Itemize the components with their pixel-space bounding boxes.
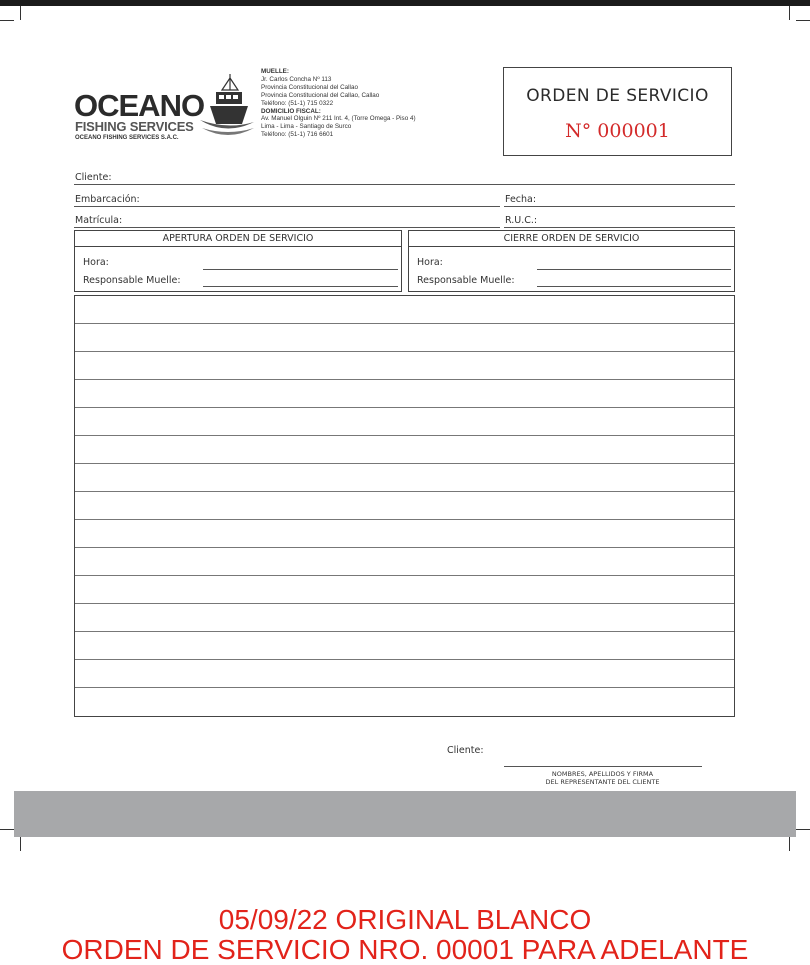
cierre-hora-field[interactable] — [537, 269, 731, 270]
table-row[interactable] — [75, 660, 734, 688]
signature-caption-line: DEL REPRESENTANTE DEL CLIENTE — [545, 778, 660, 786]
ruc-field[interactable] — [504, 227, 735, 228]
apertura-hora-field[interactable] — [203, 269, 398, 270]
matricula-field[interactable] — [74, 227, 500, 228]
company-address — [261, 68, 481, 139]
table-row[interactable] — [75, 436, 734, 464]
muelle-heading: MUELLE: — [261, 68, 289, 75]
embarcacion-field[interactable] — [74, 206, 500, 207]
company-logo — [74, 72, 264, 152]
table-row[interactable] — [75, 632, 734, 660]
crop-mark — [20, 6, 21, 20]
apertura-title: APERTURA ORDEN DE SERVICIO — [75, 231, 401, 247]
table-row[interactable] — [75, 324, 734, 352]
table-row[interactable] — [75, 464, 734, 492]
table-row[interactable] — [75, 408, 734, 436]
address-line: Av. Manuel Olguin Nº 211 Int. 4, (Torre Omega - Piso 4) — [261, 115, 416, 123]
fiscal-heading: DOMICILIO FISCAL: — [261, 107, 321, 115]
logo-wordmark: OCEANO — [74, 88, 205, 123]
order-number-box — [503, 67, 732, 156]
apertura-hora-label: Hora: — [83, 257, 109, 268]
table-row[interactable] — [75, 604, 734, 632]
table-row[interactable] — [75, 576, 734, 604]
cliente-label: Cliente: — [75, 172, 112, 183]
cliente-field[interactable] — [74, 184, 735, 185]
fecha-label: Fecha: — [505, 194, 537, 205]
signature-caption — [500, 770, 705, 786]
crop-mark — [789, 837, 790, 851]
footer-note-line1: 05/09/22 ORIGINAL BLANCO — [218, 904, 592, 935]
embarcacion-label: Embarcación: — [75, 194, 140, 205]
logo-legal-name: OCEANO FISHING SERVICES S.A.C. — [75, 135, 179, 141]
table-row[interactable] — [75, 548, 734, 576]
apertura-responsable-field[interactable] — [203, 286, 398, 287]
cierre-box — [408, 230, 735, 292]
table-row[interactable] — [75, 492, 734, 520]
order-number: N° 000001 — [565, 120, 670, 142]
crop-mark — [20, 837, 21, 851]
table-row[interactable] — [75, 520, 734, 548]
address-line: Teléfono: (51-1) 715 0322 — [261, 99, 334, 107]
service-detail-table — [74, 295, 735, 717]
fecha-field[interactable] — [504, 206, 735, 207]
crop-mark — [796, 20, 810, 21]
table-row[interactable] — [75, 380, 734, 408]
signature-line[interactable] — [504, 766, 702, 767]
cierre-responsable-label: Responsable Muelle: — [417, 275, 515, 286]
address-line: Provincia Constitucional del Callao — [261, 83, 358, 91]
table-row[interactable] — [75, 352, 734, 380]
crop-mark — [0, 20, 14, 21]
cierre-title: CIERRE ORDEN DE SERVICIO — [409, 231, 734, 247]
cierre-responsable-field[interactable] — [537, 286, 731, 287]
cierre-hora-label: Hora: — [417, 257, 443, 268]
top-edge-bar — [0, 0, 810, 6]
ruc-label: R.U.C.: — [505, 215, 538, 226]
logo-subtitle: FISHING SERVICES — [75, 119, 194, 134]
address-line: Lima - Lima - Santiago de Surco — [261, 123, 352, 131]
crop-mark — [789, 6, 790, 20]
table-row[interactable] — [75, 296, 734, 324]
signature-caption-line: NOMBRES, APELLIDOS Y FIRMA — [551, 770, 654, 778]
crop-mark — [0, 829, 14, 830]
table-row[interactable] — [75, 688, 734, 716]
boat-icon — [198, 72, 256, 150]
apertura-responsable-label: Responsable Muelle: — [83, 275, 181, 286]
apertura-box — [74, 230, 402, 292]
address-line: Teléfono: (51-1) 716 6601 — [261, 131, 334, 139]
footer-note-line2: ORDEN DE SERVICIO NRO. 00001 PARA ADELANTE — [61, 934, 749, 965]
crop-mark — [796, 829, 810, 830]
address-line: Provincia Constitucional del Callao, Callao — [261, 91, 380, 99]
order-title: ORDEN DE SERVICIO — [526, 86, 709, 106]
address-line: Jr. Carlos Concha Nº 113 — [261, 75, 332, 83]
matricula-label: Matrícula: — [75, 215, 123, 226]
gray-band — [14, 791, 796, 837]
signature-cliente-label: Cliente: — [447, 745, 484, 756]
